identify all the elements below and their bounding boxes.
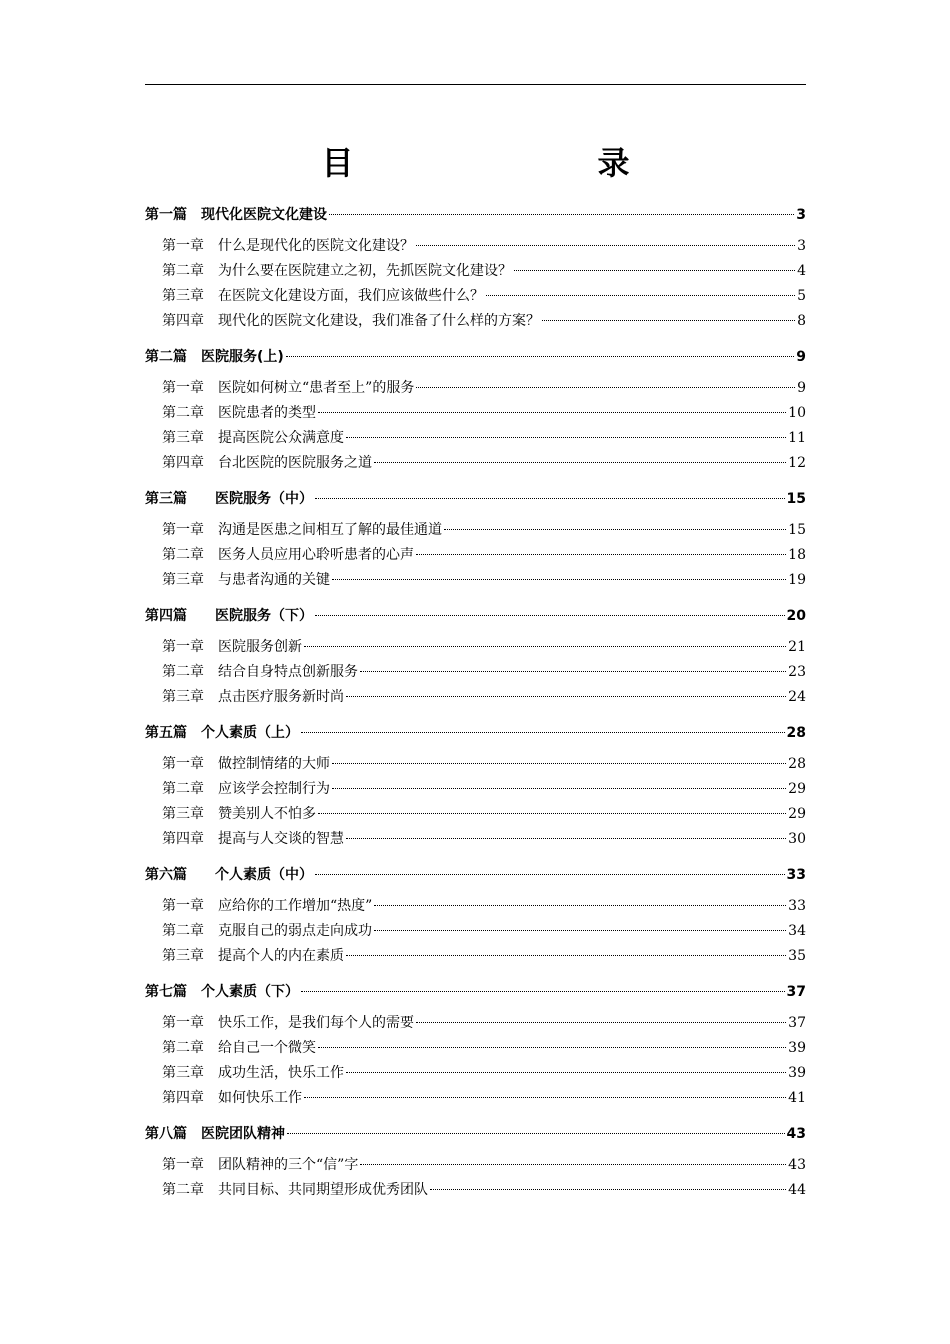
chapter-page-number: 15: [788, 522, 806, 538]
toc-chapter-label: [162, 543, 414, 568]
part-number: 第四篇: [145, 608, 187, 624]
chapter-number: 第三章: [162, 430, 204, 446]
chapter-title: 团队精神的三个“信”字: [218, 1157, 359, 1173]
toc-chapter-entry[interactable]: [145, 1086, 806, 1111]
toc-chapter-label: [162, 752, 330, 777]
toc-chapter-entry[interactable]: [145, 660, 806, 685]
toc-chapter-label: [162, 777, 330, 802]
part-page-number: 37: [786, 984, 806, 1000]
toc-chapter-label: [162, 660, 358, 685]
toc-chapter-label: [162, 1036, 316, 1061]
toc-chapter-entry[interactable]: [145, 451, 806, 476]
toc-part-label: [145, 200, 327, 230]
dot-leader: [332, 579, 786, 580]
toc-chapter-entry[interactable]: [145, 777, 806, 802]
toc-part-label: [145, 718, 299, 748]
toc-title: 目 录: [321, 144, 690, 182]
chapter-title: 提高与人交谈的智慧: [218, 831, 344, 847]
chapter-page-number: 39: [788, 1065, 806, 1081]
chapter-number: 第四章: [162, 831, 204, 847]
chapter-title: 医院患者的类型: [218, 405, 316, 421]
dot-leader: [286, 356, 794, 357]
toc-chapter-entry[interactable]: [145, 401, 806, 426]
chapter-page-number: 4: [797, 263, 806, 279]
chapter-title: 应该学会控制行为: [218, 781, 330, 797]
chapter-title: 现代化的医院文化建设，我们准备了什么样的方案？: [218, 313, 540, 329]
part-number: 第七篇: [145, 984, 187, 1000]
chapter-page-number: 41: [788, 1090, 806, 1106]
toc-chapter-list: [145, 894, 806, 969]
chapter-number: 第二章: [162, 547, 204, 563]
chapter-number: 第三章: [162, 1065, 204, 1081]
chapter-title: 成功生活，快乐工作: [218, 1065, 344, 1081]
chapter-page-number: 18: [788, 547, 806, 563]
toc-chapter-entry[interactable]: [145, 1178, 806, 1203]
part-page-number: 9: [796, 349, 806, 365]
chapter-page-number: 39: [788, 1040, 806, 1056]
chapter-page-number: 29: [788, 806, 806, 822]
chapter-page-number: 37: [788, 1015, 806, 1031]
dot-leader: [514, 270, 795, 271]
table-of-contents: [145, 192, 806, 1203]
dot-leader: [542, 320, 795, 321]
part-title: 个人素质（中）: [201, 867, 313, 883]
chapter-title: 医务人员应用心聆听患者的心声: [218, 547, 414, 563]
dot-leader: [304, 1097, 786, 1098]
part-page-number: 3: [796, 207, 806, 223]
toc-chapter-entry[interactable]: [145, 827, 806, 852]
dot-leader: [416, 245, 795, 246]
dot-leader: [304, 646, 786, 647]
chapter-title: 与患者沟通的关键: [218, 572, 330, 588]
toc-part-label: [145, 601, 313, 631]
toc-chapter-entry[interactable]: [145, 234, 806, 259]
toc-chapter-label: [162, 1086, 302, 1111]
toc-chapter-entry[interactable]: [145, 894, 806, 919]
chapter-title: 快乐工作，是我们每个人的需要: [218, 1015, 414, 1031]
chapter-page-number: 12: [788, 455, 806, 471]
toc-chapter-entry[interactable]: [145, 543, 806, 568]
chapter-number: 第二章: [162, 263, 204, 279]
dot-leader: [346, 1072, 786, 1073]
toc-part: [145, 484, 806, 593]
chapter-number: 第一章: [162, 639, 204, 655]
chapter-page-number: 43: [788, 1157, 806, 1173]
toc-chapter-entry[interactable]: [145, 1061, 806, 1086]
toc-chapter-label: [162, 1061, 344, 1086]
part-number: 第一篇: [145, 207, 187, 223]
chapter-number: 第二章: [162, 1182, 204, 1198]
toc-part-entry[interactable]: [145, 718, 806, 748]
chapter-page-number: 28: [788, 756, 806, 772]
dot-leader: [430, 1189, 786, 1190]
chapter-number: 第二章: [162, 923, 204, 939]
toc-chapter-list: [145, 752, 806, 852]
toc-part-entry[interactable]: [145, 342, 806, 372]
chapter-title: 做控制情绪的大师: [218, 756, 330, 772]
toc-part-entry[interactable]: [145, 1119, 806, 1149]
chapter-number: 第一章: [162, 238, 204, 254]
toc-chapter-list: [145, 635, 806, 710]
toc-chapter-label: [162, 1178, 428, 1203]
chapter-title: 赞美别人不怕多: [218, 806, 316, 822]
chapter-number: 第一章: [162, 1157, 204, 1173]
chapter-title: 克服自己的弱点走向成功: [218, 923, 372, 939]
toc-chapter-label: [162, 802, 316, 827]
part-title: 医院服务（中）: [201, 491, 313, 507]
chapter-page-number: 8: [797, 313, 806, 329]
dot-leader: [287, 1133, 785, 1134]
dot-leader: [360, 671, 786, 672]
chapter-number: 第二章: [162, 405, 204, 421]
toc-part-entry[interactable]: [145, 860, 806, 890]
dot-leader: [374, 930, 786, 931]
chapter-number: 第四章: [162, 1090, 204, 1106]
toc-part-entry[interactable]: [145, 601, 806, 631]
toc-part: [145, 342, 806, 476]
toc-chapter-entry[interactable]: [145, 919, 806, 944]
chapter-title: 点击医疗服务新时尚: [218, 689, 344, 705]
dot-leader: [318, 813, 786, 814]
chapter-title: 什么是现代化的医院文化建设？: [218, 238, 414, 254]
dot-leader: [315, 498, 785, 499]
toc-chapter-entry[interactable]: [145, 376, 806, 401]
chapter-title: 给自己一个微笑: [218, 1040, 316, 1056]
toc-chapter-entry[interactable]: [145, 1011, 806, 1036]
part-title: 个人素质（上）: [201, 725, 299, 741]
chapter-title: 如何快乐工作: [218, 1090, 302, 1106]
dot-leader: [301, 732, 785, 733]
dot-leader: [346, 437, 786, 438]
dot-leader: [315, 874, 785, 875]
toc-chapter-list: [145, 234, 806, 334]
toc-part: [145, 601, 806, 710]
toc-part: [145, 977, 806, 1111]
toc-chapter-entry[interactable]: [145, 635, 806, 660]
toc-part: [145, 860, 806, 969]
dot-leader: [360, 1164, 786, 1165]
part-title: 医院服务（下）: [201, 608, 313, 624]
toc-chapter-label: [162, 1153, 358, 1178]
part-page-number: 20: [786, 608, 806, 624]
toc-chapter-label: [162, 685, 344, 710]
toc-chapter-label: [162, 635, 302, 660]
dot-leader: [346, 696, 786, 697]
chapter-title: 为什么要在医院建立之初，先抓医院文化建设？: [218, 263, 512, 279]
toc-chapter-label: [162, 827, 344, 852]
toc-part-label: [145, 977, 299, 1007]
toc-chapter-label: [162, 944, 344, 969]
part-title: 医院团队精神: [201, 1126, 285, 1142]
toc-chapter-label: [162, 376, 414, 401]
chapter-number: 第三章: [162, 288, 204, 304]
dot-leader: [346, 955, 786, 956]
toc-chapter-entry[interactable]: [145, 944, 806, 969]
chapter-page-number: 33: [788, 898, 806, 914]
toc-chapter-label: [162, 309, 540, 334]
chapter-title: 医院服务创新: [218, 639, 302, 655]
chapter-page-number: 10: [788, 405, 806, 421]
chapter-page-number: 9: [797, 380, 806, 396]
chapter-title: 结合自身特点创新服务: [218, 664, 358, 680]
chapter-title: 共同目标、共同期望形成优秀团队: [218, 1182, 428, 1198]
dot-leader: [301, 991, 785, 992]
chapter-page-number: 23: [788, 664, 806, 680]
part-number: 第二篇: [145, 349, 187, 365]
chapter-page-number: 19: [788, 572, 806, 588]
dot-leader: [416, 554, 786, 555]
toc-chapter-label: [162, 568, 330, 593]
toc-part-entry[interactable]: [145, 977, 806, 1007]
toc-part: [145, 1119, 806, 1203]
chapter-number: 第一章: [162, 522, 204, 538]
chapter-number: 第四章: [162, 455, 204, 471]
chapter-page-number: 35: [788, 948, 806, 964]
part-number: 第三篇: [145, 491, 187, 507]
dot-leader: [346, 838, 786, 839]
toc-chapter-label: [162, 426, 344, 451]
dot-leader: [416, 387, 795, 388]
toc-chapter-entry[interactable]: [145, 309, 806, 334]
toc-part-label: [145, 860, 313, 890]
chapter-page-number: 24: [788, 689, 806, 705]
dot-leader: [374, 905, 786, 906]
toc-chapter-list: [145, 1011, 806, 1111]
part-page-number: 28: [786, 725, 806, 741]
toc-part-label: [145, 342, 284, 372]
toc-chapter-entry[interactable]: [145, 1036, 806, 1061]
chapter-title: 应给你的工作增加“热度”: [218, 898, 373, 914]
dot-leader: [416, 1022, 786, 1023]
part-number: 第八篇: [145, 1126, 187, 1142]
chapter-page-number: 30: [788, 831, 806, 847]
toc-part-label: [145, 1119, 285, 1149]
toc-chapter-entry[interactable]: [145, 802, 806, 827]
part-page-number: 43: [786, 1126, 806, 1142]
toc-part: [145, 200, 806, 334]
chapter-number: 第一章: [162, 380, 204, 396]
chapter-title: 在医院文化建设方面，我们应该做些什么？: [218, 288, 484, 304]
chapter-page-number: 44: [788, 1182, 806, 1198]
chapter-title: 台北医院的医院服务之道: [218, 455, 372, 471]
toc-chapter-label: [162, 894, 372, 919]
dot-leader: [374, 462, 786, 463]
toc-chapter-label: [162, 919, 372, 944]
part-title: 个人素质（下）: [201, 984, 299, 1000]
chapter-number: 第二章: [162, 781, 204, 797]
part-page-number: 33: [786, 867, 806, 883]
toc-chapter-label: [162, 518, 442, 543]
dot-leader: [332, 763, 786, 764]
toc-chapter-label: [162, 284, 484, 309]
dot-leader: [486, 295, 795, 296]
toc-chapter-entry[interactable]: [145, 685, 806, 710]
chapter-number: 第三章: [162, 689, 204, 705]
chapter-number: 第四章: [162, 313, 204, 329]
part-number: 第五篇: [145, 725, 187, 741]
toc-chapter-entry[interactable]: [145, 568, 806, 593]
part-title: 现代化医院文化建设: [201, 207, 327, 223]
chapter-page-number: 34: [788, 923, 806, 939]
part-number: 第六篇: [145, 867, 187, 883]
chapter-number: 第三章: [162, 806, 204, 822]
chapter-page-number: 5: [797, 288, 806, 304]
dot-leader: [318, 412, 786, 413]
toc-chapter-label: [162, 1011, 414, 1036]
chapter-number: 第三章: [162, 948, 204, 964]
header-rule: [145, 84, 806, 85]
chapter-title: 提高医院公众满意度: [218, 430, 344, 446]
dot-leader: [329, 214, 794, 215]
toc-chapter-label: [162, 234, 414, 259]
toc-chapter-label: [162, 451, 372, 476]
part-title: 医院服务(上): [201, 349, 284, 365]
chapter-number: 第二章: [162, 1040, 204, 1056]
chapter-page-number: 11: [788, 430, 806, 446]
chapter-page-number: 29: [788, 781, 806, 797]
chapter-number: 第一章: [162, 898, 204, 914]
dot-leader: [318, 1047, 786, 1048]
dot-leader: [332, 788, 786, 789]
dot-leader: [315, 615, 785, 616]
toc-part: [145, 718, 806, 852]
toc-chapter-entry[interactable]: [145, 752, 806, 777]
chapter-title: 医院如何树立“患者至上”的服务: [218, 380, 415, 396]
toc-chapter-entry[interactable]: [145, 518, 806, 543]
toc-chapter-entry[interactable]: [145, 1153, 806, 1178]
toc-part-label: [145, 484, 313, 514]
toc-chapter-list: [145, 518, 806, 593]
chapter-number: 第二章: [162, 664, 204, 680]
toc-chapter-entry[interactable]: [145, 426, 806, 451]
toc-part-entry[interactable]: [145, 484, 806, 514]
chapter-page-number: 21: [788, 639, 806, 655]
toc-chapter-entry[interactable]: [145, 284, 806, 309]
chapter-title: 提高个人的内在素质: [218, 948, 344, 964]
chapter-title: 沟通是医患之间相互了解的最佳通道: [218, 522, 442, 538]
dot-leader: [444, 529, 786, 530]
toc-chapter-entry[interactable]: [145, 259, 806, 284]
toc-part-entry[interactable]: [145, 200, 806, 230]
part-page-number: 15: [786, 491, 806, 507]
chapter-page-number: 3: [797, 238, 806, 254]
toc-chapter-label: [162, 401, 316, 426]
toc-chapter-label: [162, 259, 512, 284]
toc-chapter-list: [145, 1153, 806, 1203]
chapter-number: 第一章: [162, 756, 204, 772]
chapter-number: 第一章: [162, 1015, 204, 1031]
toc-chapter-list: [145, 376, 806, 476]
chapter-number: 第三章: [162, 572, 204, 588]
